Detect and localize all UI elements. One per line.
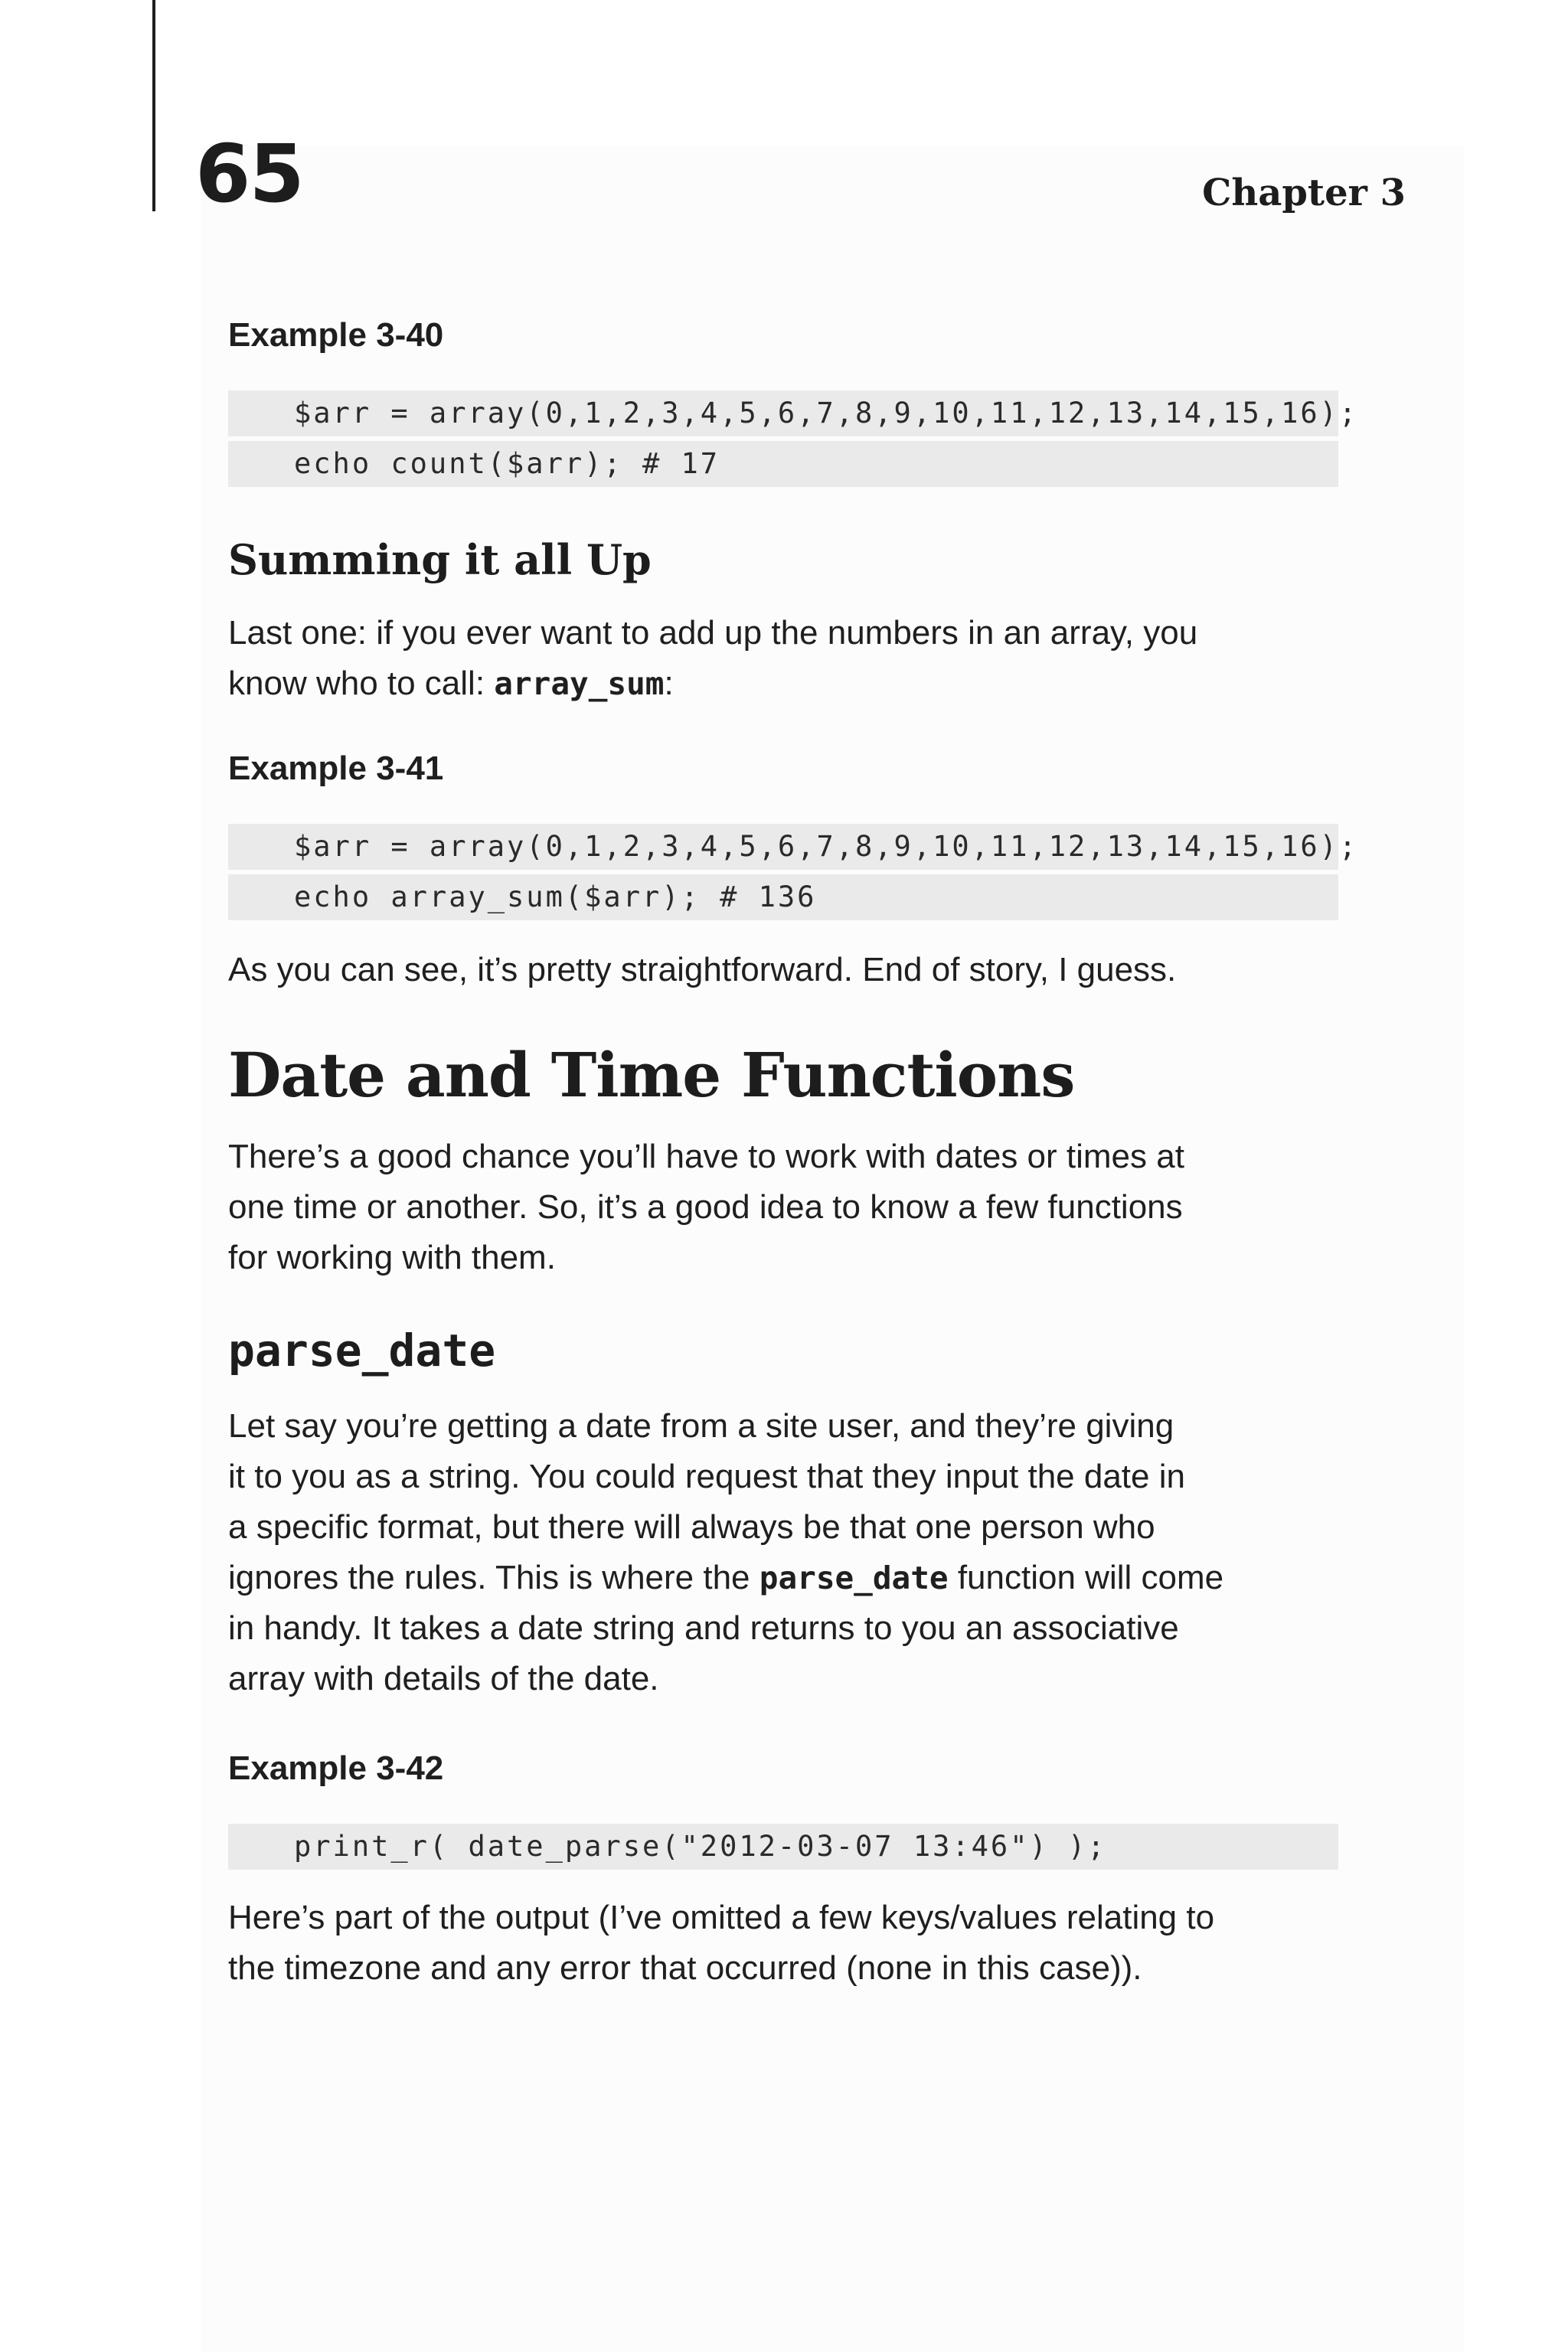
chapter-section-heading: Date and Time Functions [228, 1039, 1075, 1111]
paragraph: As you can see, it’s pretty straightforward. End of story, I guess. [228, 951, 1177, 988]
paragraph-line: array with details of the date. [228, 1660, 659, 1697]
code-line: echo count($arr); # 17 [228, 441, 1338, 487]
paragraph-line: a specific format, but there will always be that one person who [228, 1508, 1155, 1546]
margin-rule [152, 0, 155, 211]
paragraph [228, 1401, 1338, 1704]
paragraph-line: one time or another. So, it’s a good idea to know a few functions [228, 1188, 1183, 1226]
function-heading: parse_date [228, 1325, 496, 1377]
code-line: $arr = array(0,1,2,3,4,5,6,7,8,9,10,11,12,13,14,15,16); [228, 824, 1338, 870]
code-block [228, 390, 1359, 487]
paragraph [228, 1893, 1338, 1994]
example-label: Example 3-40 [228, 316, 444, 354]
paragraph-line: Here’s part of the output (I’ve omitted a few keys/values relating to [228, 1899, 1215, 1936]
paragraph-line [228, 658, 1338, 709]
page-number: 65 [195, 127, 303, 220]
paragraph-line: the timezone and any error that occurred (none in this case)). [228, 1949, 1142, 1987]
inline-code: parse_date [759, 1560, 949, 1596]
inline-code: array_sum [494, 665, 665, 702]
page-content [228, 314, 1359, 1994]
code-line: $arr = array(0,1,2,3,4,5,6,7,8,9,10,11,12,13,14,15,16); [228, 390, 1338, 436]
code-block [228, 1824, 1338, 1870]
paragraph-line [228, 1553, 1338, 1603]
paragraph [228, 1132, 1338, 1283]
paragraph-line: Let say you’re getting a date from a site user, and they’re giving [228, 1407, 1174, 1445]
paragraph-line: There’s a good chance you’ll have to work with dates or times at [228, 1138, 1184, 1175]
code-line: print_r( date_parse("2012-03-07 13:46") ); [228, 1824, 1338, 1870]
code-line: echo array_sum($arr); # 136 [228, 874, 1338, 920]
text-span: : [664, 665, 674, 702]
section-heading: Summing it all Up [228, 535, 652, 584]
paragraph-line: it to you as a string. You could request that they input the date in [228, 1458, 1185, 1495]
example-label: Example 3-41 [228, 750, 444, 787]
paragraph [228, 608, 1338, 709]
example-label: Example 3-42 [228, 1749, 444, 1787]
text-span: function will come [948, 1559, 1224, 1596]
paragraph-line: in handy. It takes a date string and returns to you an associative [228, 1609, 1179, 1647]
paragraph-line: Last one: if you ever want to add up the numbers in an array, you [228, 614, 1198, 652]
text-span: ignores the rules. This is where the [228, 1559, 760, 1596]
text-span: know who to call: [228, 665, 495, 702]
code-block [228, 824, 1359, 920]
chapter-label: Chapter 3 [1202, 172, 1406, 214]
paragraph-line: for working with them. [228, 1239, 556, 1276]
